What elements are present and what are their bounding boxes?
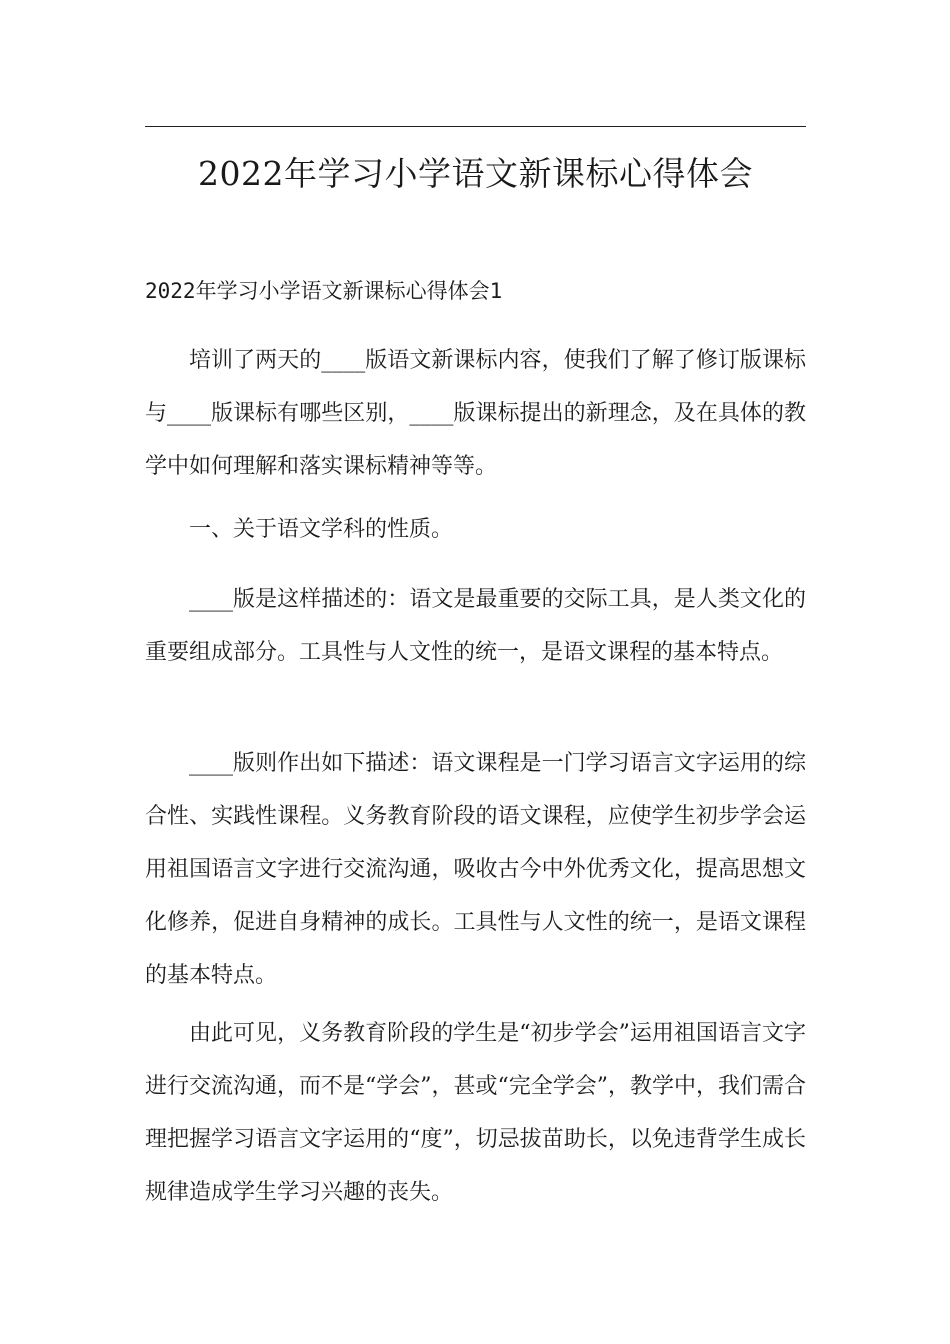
section-heading: 2022年学习小学语文新课标心得体会1: [145, 279, 503, 303]
paragraph-section-one-heading: 一、关于语文学科的性质。: [189, 517, 454, 542]
paragraph-conclusion: 由此可见，义务教育阶段的学生是“初步学会”运用祖国语言文字进行交流沟通，而不是“学会”，甚或“完全学会”，教学中，我们需合理把握学习语言文字运用的“度”，切忌拔苗助长，以免违背学生成长规律造成学生学习兴趣的丧失。: [145, 1021, 806, 1205]
paragraph-intro: 培训了两天的____版语文新课标内容，使我们了解了修订版课标与____版课标有哪些区别，____版课标提出的新理念，及在具体的教学中如何理解和落实课标精神等等。: [145, 348, 806, 479]
document-title: 2022年学习小学语文新课标心得体会: [198, 154, 753, 193]
header-rule: [145, 126, 806, 127]
paragraph-old-version-description: ____版是这样描述的：语文是最重要的交际工具，是人类文化的重要组成部分。工具性与人文性的统一，是语文课程的基本特点。: [145, 587, 806, 665]
paragraph-new-version-description: ____版则作出如下描述：语文课程是一门学习语言文字运用的综合性、实践性课程。义务教育阶段的语文课程，应使学生初步学会运用祖国语言文字进行交流沟通，吸收古今中外优秀文化，提高思想文化修养，促进自身精神的成长。工具性与人文性的统一，是语文课程的基本特点。: [145, 751, 806, 988]
